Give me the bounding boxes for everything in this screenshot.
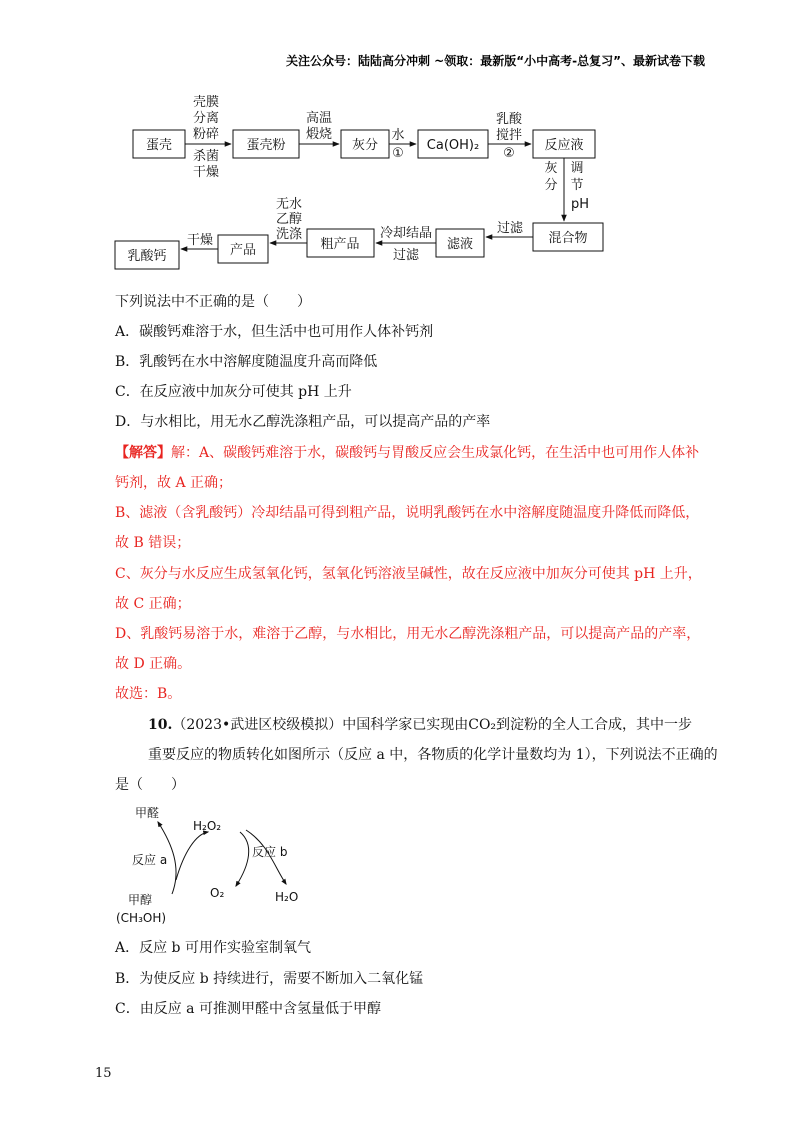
arrow-3-label: ①	[392, 146, 404, 161]
arrow-down-label: 调	[570, 161, 584, 176]
arrow-5-label: 过滤	[496, 221, 524, 236]
q9-answer-choice: 故选：B。	[115, 686, 182, 702]
arrow-down-label: 灰	[544, 161, 558, 176]
label-formaldehyde: 甲醛	[135, 806, 160, 820]
node-eggshell-powder-label: 蛋壳粉	[246, 138, 286, 153]
arrow-down-label: pH	[570, 197, 590, 212]
arrow-3-label: 水	[391, 128, 405, 143]
q10-option-b: B．为使反应 b 持续进行，需要不断加入二氧化锰	[115, 971, 424, 987]
process-flowchart	[0, 0, 800, 290]
node-product-label: 产品	[229, 243, 257, 258]
arrow-7-label: 无水	[275, 197, 303, 212]
q9-option-b: B．乳酸钙在水中溶解度随温度升高而降低	[115, 354, 378, 370]
q9-answer-line: 故 C 正确；	[115, 596, 191, 612]
q10-option-c: C．由反应 a 可推测甲醛中含氢量低于甲醇	[115, 1001, 381, 1017]
label-h2o: H₂O	[275, 890, 299, 904]
label-o2: O₂	[210, 886, 225, 900]
q9-answer-line: 故 D 正确。	[115, 656, 192, 672]
arrow-7-label: 洗涤	[275, 227, 303, 242]
node-eggshell-label: 蛋壳	[145, 138, 173, 153]
arrow-4-label: 搅拌	[495, 128, 523, 143]
reaction-cycle-diagram	[100, 798, 340, 928]
arrow-7-label: 乙醇	[275, 212, 303, 227]
q9-answer-line: C、灰分与水反应生成氢氧化钙，氢氧化钙溶液呈碱性，故在反应液中加灰分可使其 pH 上升，	[115, 566, 702, 582]
q10-text: （2023•武进区校级模拟）中国科学家已实现由CO₂到淀粉的全人工合成，其中一步	[172, 717, 693, 733]
arrow-4-label: ②	[503, 146, 515, 161]
arrow-down-label: 分	[544, 178, 558, 193]
arrow-1-label: 干燥	[192, 165, 220, 180]
arrow-1-label: 粉碎	[192, 127, 220, 142]
label-methanol: 甲醇	[128, 893, 153, 907]
q10-number: 10.	[148, 717, 173, 733]
arrow-to-o2	[236, 832, 249, 886]
q10-line2: 重要反应的物质转化如图所示（反应 a 中，各物质的化学计量数均为 1），下列说法不正确的	[148, 747, 718, 763]
node-crude-product-label: 粗产品	[320, 237, 360, 252]
q9-option-a: A．碳酸钙难溶于水，但生活中也可用作人体补钙剂	[115, 324, 434, 340]
label-reaction-b: 反应 b	[252, 845, 288, 859]
q9-stem: 下列说法中不正确的是（ ）	[115, 294, 311, 310]
page-header: 关注公众号：陆陆高分冲刺 ~领取：最新版“小中高考-总复习”、最新试卷下载	[286, 54, 705, 68]
node-filtrate-label: 滤液	[446, 237, 474, 252]
node-mixture-label: 混合物	[548, 231, 588, 246]
arrow-4-label: 乳酸	[495, 112, 523, 127]
q9-answer-line: B、滤液（含乳酸钙）冷却结晶可得到粗产品，说明乳酸钙在水中溶解度随温度升降低而降低，	[115, 505, 700, 521]
arrow-down-label: 节	[570, 178, 584, 193]
q9-answer-line: D、乳酸钙易溶于水，难溶于乙醇，与水相比，用无水乙醇洗涤粗产品，可以提高产品的产率，	[115, 626, 701, 642]
q10-line3: 是（ ）	[115, 777, 185, 793]
arrow-1-label: 分离	[192, 111, 220, 126]
label-reaction-a: 反应 a	[132, 853, 168, 867]
arrow-8-label: 干燥	[186, 233, 214, 248]
q9-option-d: D．与水相比，用无水乙醇洗涤粗产品，可以提高产品的产率	[115, 414, 491, 430]
q10-option-a: A．反应 b 可用作实验室制氧气	[115, 940, 311, 956]
label-h2o2: H₂O₂	[193, 819, 222, 833]
arrow-to-h2o2	[176, 832, 208, 880]
arrow-6-label: 过滤	[392, 248, 420, 263]
arrow-2-label: 高温	[305, 111, 333, 126]
arrow-2-label: 煅烧	[305, 127, 333, 142]
q9-answer-line: 故 B 错误；	[115, 535, 191, 551]
arrow-1-label: 壳膜	[192, 95, 220, 110]
answer-tag: 【解答】	[115, 445, 171, 461]
node-caoh2-label: Ca(OH)₂	[426, 138, 480, 153]
page-number: 15	[95, 1066, 112, 1081]
node-reaction-liquid-label: 反应液	[544, 138, 584, 153]
q10-line1	[148, 715, 692, 735]
arrow-6-label: 冷却结晶	[379, 226, 433, 241]
node-calcium-lactate-label: 乳酸钙	[127, 249, 167, 264]
label-methanol-formula: (CH₃OH)	[116, 911, 167, 925]
q9-answer-line: 钙剂，故 A 正确；	[115, 475, 233, 491]
q9-option-c: C．在反应液中加灰分可使其 pH 上升	[115, 384, 352, 400]
answer-text: 解：A、碳酸钙难溶于水，碳酸钙与胃酸反应会生成氯化钙，在生活中也可用作人体补	[171, 445, 700, 461]
q9-answer-line	[115, 443, 699, 463]
arrow-1-label: 杀菌	[192, 149, 220, 164]
node-ash-label: 灰分	[351, 138, 379, 153]
